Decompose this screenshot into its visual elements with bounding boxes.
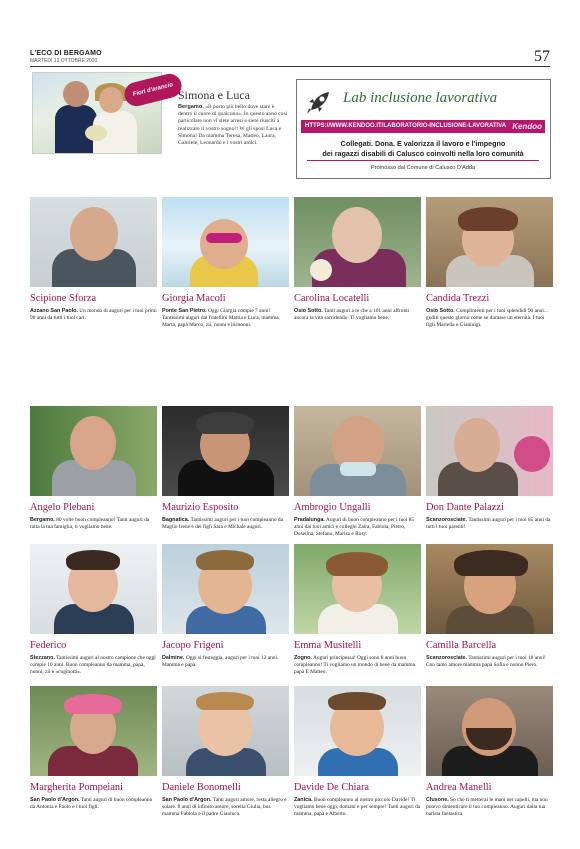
feature-title: Simona e Luca: [178, 88, 250, 102]
card-name: Davide De Chiara: [294, 782, 370, 793]
card-place: Ponte San Pietro.: [162, 308, 207, 314]
card-message: Auguri principessa! Oggi sono 8 anni buon compleanno! Ti vogliamo un mondo di bene da mamma papà E Matteo.: [294, 655, 415, 675]
card-message: Buon compleanno al nostro piccolo Davide! Ti vogliamo bene oggi, domani e per sempre! Tanti auguri da mamma, papà e Alberto.: [294, 797, 421, 817]
card-name: Angelo Plebani: [30, 502, 95, 513]
card-photo: [162, 686, 289, 776]
rocket-icon: [305, 88, 333, 116]
ad-box[interactable]: [296, 79, 551, 179]
card-name: Andrea Manelli: [426, 782, 492, 793]
card-place: Scanzorosciate.: [426, 655, 468, 661]
page-number: 57: [534, 48, 550, 65]
card-text: [162, 517, 289, 531]
greeting-card: [426, 197, 553, 328]
card-photo: [294, 197, 421, 287]
ad-separator: [307, 160, 539, 161]
feature-place: Bergamo.: [178, 104, 204, 110]
card-photo: [294, 686, 421, 776]
publication-name: L'ECO DI BERGAMO: [30, 50, 102, 57]
card-message: Tanti auguri di buon compleanno da Antonia e Paolo e i tuoi figli.: [30, 797, 153, 810]
card-name: Federico: [30, 640, 67, 651]
card-message: Tanti auguri amore, resta allegro e solare. 8 anni di infinito amore, sorella Giulia, bus mamma Fabiola e il padre Gianluca.: [162, 797, 287, 817]
card-place: Osio Sotto.: [426, 308, 455, 314]
card-message: Tantissimi auguri per i tuoi 18 anni! Con tanto amore mamma papà Sofia e nonno Piero.: [426, 655, 546, 668]
card-text: [30, 797, 157, 811]
card-place: Pradalunga.: [294, 517, 325, 523]
card-text: [426, 655, 553, 669]
greeting-card: [426, 406, 553, 531]
card-photo: [30, 686, 157, 776]
card-place: Stezzano.: [30, 655, 55, 661]
card-place: Bergamo.: [30, 517, 55, 523]
card-text: [30, 655, 157, 675]
card-message: 80 volte buon compleanno! Tanti auguri da tutta la tua famiglia, ti vogliamo bene.: [30, 517, 150, 530]
card-name: Daniele Bonomelli: [162, 782, 241, 793]
card-message: Oggi si festeggia, auguri per i tuoi 12 anni. Mamma e papà.: [162, 655, 279, 668]
card-photo: [426, 686, 553, 776]
card-message: Tantissimi auguri per i tuoi 85 anni da tutti i tuoi parenti!: [426, 517, 551, 530]
card-message: Complimenti per i tuoi splendidi 90 anni... goditi questo giorno come se durasse un eternità. I tuoi figli Mariella e Gianluigi.: [426, 308, 548, 328]
feature-text: [178, 104, 288, 147]
header-rule: [30, 66, 550, 67]
card-place: Azzano San Paolo.: [30, 308, 78, 314]
greeting-card: [294, 197, 421, 322]
greeting-card: [30, 544, 157, 675]
greeting-card: [162, 544, 289, 669]
card-text: [162, 655, 289, 669]
card-text: [294, 517, 421, 537]
greeting-card: [30, 686, 157, 811]
card-photo: [162, 544, 289, 634]
card-photo: [426, 544, 553, 634]
card-name: Maurizio Esposito: [162, 502, 239, 513]
ad-line-2: dei ragazzi disabili di Calusco coinvolti nella loro comunità: [322, 149, 524, 158]
card-place: San Paolo d'Argon.: [30, 797, 80, 803]
card-message: Tanti auguri a te che a 101 anni affronti ancora la vita sorridendo. Ti vogliamo bene.: [294, 308, 410, 321]
card-photo: [162, 406, 289, 496]
card-message: Tantissimi auguri al nostro campione che oggi compie 10 anni. Buon compleanno da mamma, papà, nonni, zii e «cuginotti».: [30, 655, 156, 675]
fiori-arancio-badge: Fiori d'arancio: [122, 71, 184, 108]
greeting-card: [294, 406, 421, 537]
greeting-card: [162, 686, 289, 817]
card-place: Scanzorosciate.: [426, 517, 468, 523]
card-name: Margherita Pompeiani: [30, 782, 124, 793]
greeting-card: [162, 197, 289, 328]
card-name: Emma Musitelli: [294, 640, 362, 651]
card-photo: [162, 197, 289, 287]
card-place: Osio Sotto.: [294, 308, 323, 314]
page-header: [30, 50, 550, 64]
publication-date: MARTEDÌ 13 OTTOBRE 2020: [30, 58, 98, 64]
greeting-card: [426, 544, 553, 669]
card-place: Clusone.: [426, 797, 449, 803]
card-text: [30, 517, 157, 531]
card-place: Bagnatica.: [162, 517, 190, 523]
card-name: Candida Trezzi: [426, 293, 490, 304]
card-photo: [426, 406, 553, 496]
card-message: Auguri di buon compleanno per i tuoi 85 anni dai tuoi amici e colleghi Zaira, Fabiola, Pietro, Doselina, Stefano, Marisa e Rosy.: [294, 517, 415, 537]
card-photo: [30, 544, 157, 634]
card-name: Camilla Barcella: [426, 640, 497, 651]
greeting-card: [30, 197, 157, 322]
card-text: [162, 308, 289, 328]
card-photo: [294, 544, 421, 634]
greeting-card: [426, 686, 553, 817]
card-text: [30, 308, 157, 322]
card-text: [426, 308, 553, 328]
card-name: Carolina Locatelli: [294, 293, 370, 304]
card-message: So che ti metterai le mani nei capelli, ma non potevo dimenticare il tuo compleanno. Auguri dalla tua barista fantastica: [426, 797, 548, 817]
card-place: Zanica.: [294, 797, 313, 803]
ad-url-link[interactable]: HTTPS://WWW.KENDOO.IT/LABORATORIO-INCLUSIONE-LAVORATIVA: [305, 123, 507, 129]
greeting-card: [30, 406, 157, 531]
card-text: [294, 655, 421, 675]
card-text: [426, 517, 553, 531]
card-message: Tantissimi auguri per i tuoi compleanno da Maglio Irene e dei figli Sara e Michale auguri.: [162, 517, 283, 530]
card-photo: [30, 197, 157, 287]
greeting-card: [294, 686, 421, 817]
ad-title: Lab inclusione lavorativa: [343, 90, 498, 106]
card-text: [426, 797, 553, 817]
card-place: Zogno.: [294, 655, 312, 661]
card-name: Jacopo Frigeni: [162, 640, 224, 651]
card-photo: [426, 197, 553, 287]
card-photo: [30, 406, 157, 496]
ad-promo: Promosso dal Comune di Calusco D'Adda: [370, 165, 476, 171]
card-place: Dalmine.: [162, 655, 185, 661]
card-place: San Paolo d'Argon.: [162, 797, 212, 803]
card-message: Un mondo di auguri per i tuoi primi 90 anni da tutti i tuoi cari.: [30, 308, 157, 321]
card-name: Don Dante Palazzi: [426, 502, 504, 513]
feature-body: «Il posto più bello dove stare è dentro il cuore di qualcuno». In questo anno così particolare non vi siete arresi e siete riusciti a realizzare il vostro sogno!! W gli sposi Luca e Simona! Da mamma Teresa, Matteo, Laura, Gabriele, Leonardo e i vostri amici.: [178, 104, 288, 147]
card-photo: [294, 406, 421, 496]
card-text: [294, 308, 421, 322]
card-text: [294, 797, 421, 817]
card-name: Scipione Sforza: [30, 293, 97, 304]
greeting-card: [162, 406, 289, 531]
card-name: Ambrogio Ungalli: [294, 502, 371, 513]
card-message: Oggi Giorgia compie 7 anni! Tantissimi auguri dai fratellini Mattia e Luca, mamma Marta, papà Marco, zii, nonni e bisnonni.: [162, 308, 279, 328]
ad-line-1: Collegati. Dona. E valorizza il lavoro e l'impegno: [340, 139, 506, 148]
ad-brand: Kendoo: [512, 122, 542, 131]
card-text: [162, 797, 289, 817]
card-name: Giorgia Macoli: [162, 293, 226, 304]
greeting-card: [294, 544, 421, 675]
